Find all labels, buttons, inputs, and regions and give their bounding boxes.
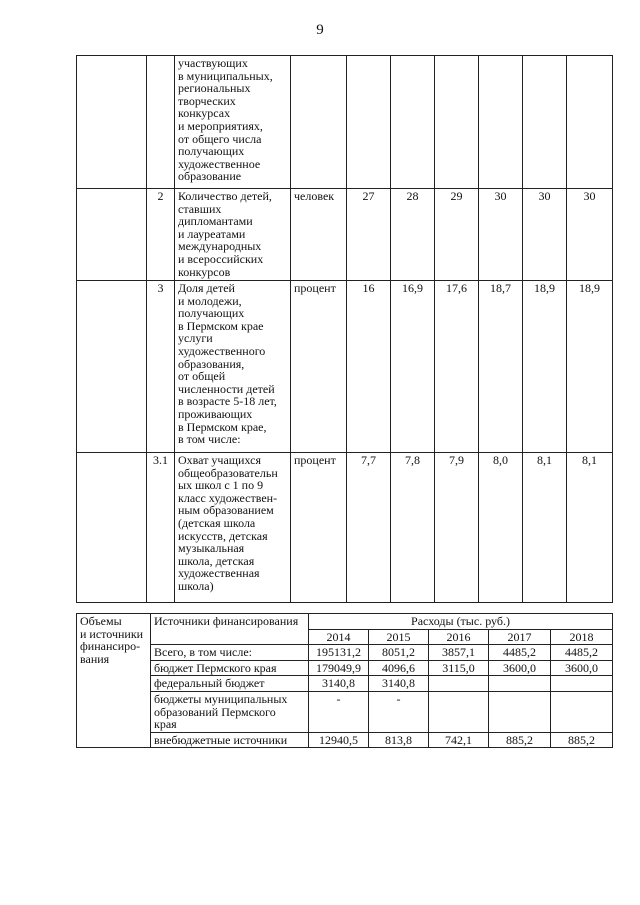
indicator-value: 16	[347, 281, 391, 453]
indicator-value: 18,9	[523, 281, 567, 453]
finance-row	[77, 691, 613, 732]
finance-value: -	[309, 691, 369, 732]
indicator-value: 30	[567, 189, 613, 281]
indicator-value: 7,8	[391, 453, 435, 603]
finance-value	[429, 691, 489, 732]
year-header: 2018	[551, 629, 613, 645]
indicator-row	[77, 56, 613, 189]
indicator-value: 8,0	[479, 453, 523, 603]
indicator-value	[567, 56, 613, 189]
finance-value: 813,8	[369, 732, 429, 748]
indicator-number	[147, 56, 175, 189]
indicator-unit	[291, 56, 347, 189]
indicator-value	[523, 56, 567, 189]
finance-value	[489, 691, 551, 732]
blank-cell	[77, 281, 147, 453]
finance-value: 885,2	[551, 732, 613, 748]
indicator-unit: процент	[291, 453, 347, 603]
blank-cell	[77, 453, 147, 603]
finance-value: 3140,8	[369, 676, 429, 692]
finance-source: федеральный бюджет	[151, 676, 309, 692]
indicator-value: 17,6	[435, 281, 479, 453]
indicator-value	[479, 56, 523, 189]
indicator-value: 16,9	[391, 281, 435, 453]
blank-cell	[77, 56, 147, 189]
finance-value: 3600,0	[551, 660, 613, 676]
indicator-number: 2	[147, 189, 175, 281]
finance-value	[489, 676, 551, 692]
finance-row	[77, 732, 613, 748]
year-header: 2014	[309, 629, 369, 645]
finance-value: 4485,2	[551, 645, 613, 661]
finance-value: 195131,2	[309, 645, 369, 661]
finance-source: бюджет Пермского края	[151, 660, 309, 676]
expenses-header: Расходы (тыс. руб.)	[309, 614, 613, 630]
indicators-table	[76, 55, 613, 603]
indicator-value	[391, 56, 435, 189]
indicator-value: 30	[523, 189, 567, 281]
indicator-value: 27	[347, 189, 391, 281]
finance-value	[429, 676, 489, 692]
sources-header: Источники финансирования	[151, 614, 309, 645]
year-header: 2017	[489, 629, 551, 645]
indicator-value: 30	[479, 189, 523, 281]
indicator-value: 8,1	[523, 453, 567, 603]
finance-value: 742,1	[429, 732, 489, 748]
indicator-name: Охват учащихся общеобразовательн ых школ с 1 по 9 класс художествен- ным образованием (детская школа искусств, детская музыкальная школа, детская художественная школа)	[175, 453, 291, 603]
finance-value: 885,2	[489, 732, 551, 748]
indicator-number: 3.1	[147, 453, 175, 603]
indicator-value: 8,1	[567, 453, 613, 603]
finance-value: 3857,1	[429, 645, 489, 661]
finance-value: 8051,2	[369, 645, 429, 661]
finance-value: 4096,6	[369, 660, 429, 676]
indicator-value: 28	[391, 189, 435, 281]
finance-row	[77, 645, 613, 661]
indicator-row	[77, 189, 613, 281]
finance-source: внебюджетные источники	[151, 732, 309, 748]
indicator-value	[435, 56, 479, 189]
indicator-unit: процент	[291, 281, 347, 453]
finance-section-label: Объемы и источники финансиро- вания	[77, 614, 151, 748]
indicator-row	[77, 281, 613, 453]
indicator-value: 7,9	[435, 453, 479, 603]
indicator-value: 29	[435, 189, 479, 281]
indicator-row	[77, 453, 613, 603]
indicator-value: 7,7	[347, 453, 391, 603]
indicator-number: 3	[147, 281, 175, 453]
indicator-value	[347, 56, 391, 189]
finance-value: -	[369, 691, 429, 732]
finance-value: 12940,5	[309, 732, 369, 748]
blank-cell	[77, 189, 147, 281]
finance-value: 4485,2	[489, 645, 551, 661]
finance-value	[551, 676, 613, 692]
finance-value: 3600,0	[489, 660, 551, 676]
finance-value	[551, 691, 613, 732]
indicator-value: 18,7	[479, 281, 523, 453]
finance-row	[77, 660, 613, 676]
year-header: 2016	[429, 629, 489, 645]
year-header: 2015	[369, 629, 429, 645]
indicator-name: Доля детей и молодежи, получающих в Пермском крае услуги художественного образования, от общей численности детей в возрасте 5-18 лет, проживающих в Пермском крае, в том числе:	[175, 281, 291, 453]
finance-table	[76, 613, 613, 748]
finance-value: 3115,0	[429, 660, 489, 676]
finance-source: бюджеты муниципальных образований Пермского края	[151, 691, 309, 732]
indicator-value: 18,9	[567, 281, 613, 453]
finance-value: 3140,8	[309, 676, 369, 692]
finance-source: Всего, в том числе:	[151, 645, 309, 661]
finance-value: 179049,9	[309, 660, 369, 676]
page-number: 9	[316, 22, 324, 38]
indicator-name: участвующих в муниципальных, региональных творческих конкурсах и мероприятиях, от общего числа получающих художественное образование	[175, 56, 291, 189]
finance-row	[77, 676, 613, 692]
indicator-unit: человек	[291, 189, 347, 281]
finance-header-row	[77, 614, 613, 630]
indicator-name: Количество детей, ставших дипломантами и лауреатами международных и всероссийских конкурсов	[175, 189, 291, 281]
